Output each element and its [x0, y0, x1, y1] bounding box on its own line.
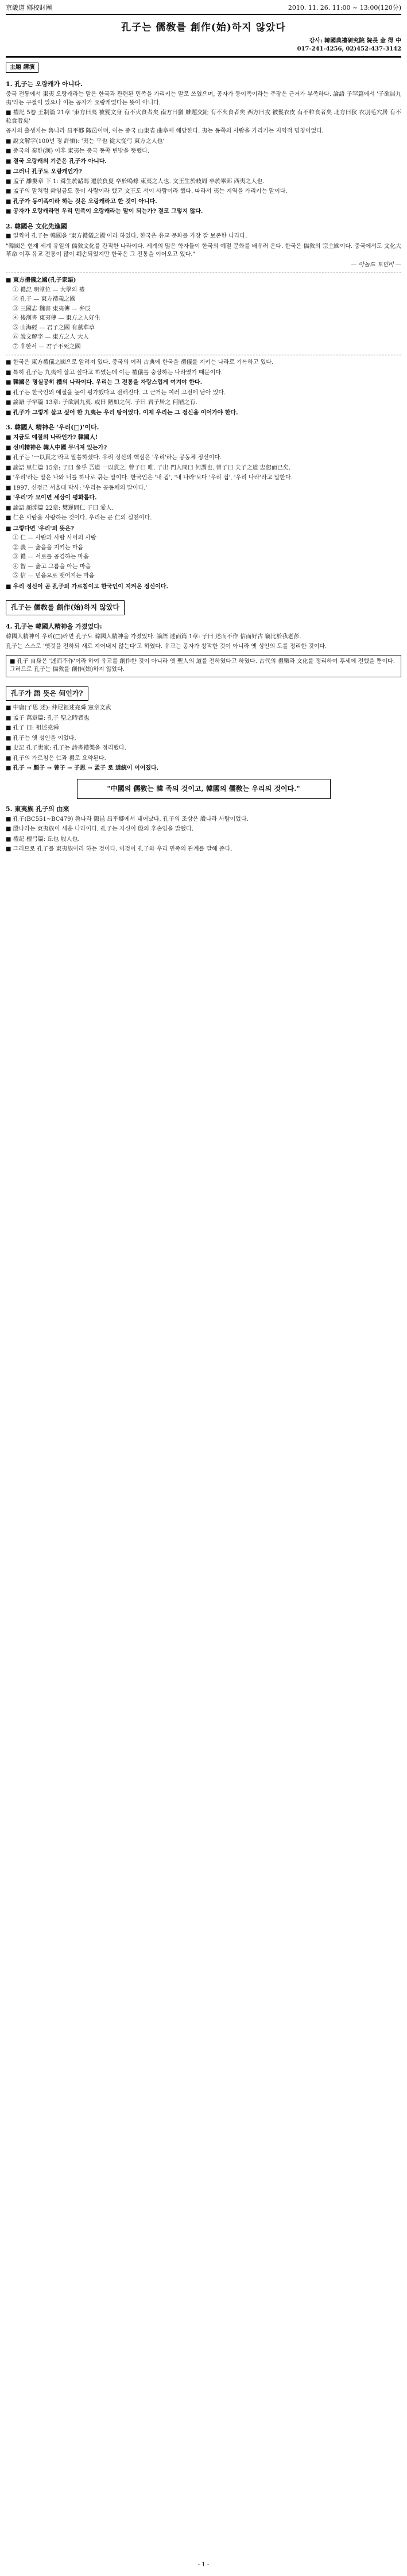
header-date: 2010. 11. 26. 11:00 ~ 13:00(120分)	[288, 4, 401, 11]
section-3-para: ■ 論語 里仁篇 15章: 子曰 參乎 吾道 一以貫之. 曾子曰 唯. 子出 門人問曰 何謂也. 曾子曰 夫子之道 忠恕而已矣.	[6, 464, 290, 471]
section-4b-item: ■ 孟子 萬章篇: 孔子 聖之時者也	[6, 715, 90, 721]
presenter-line: 강사: 韓國典禮硏究院 院長 金 得 中	[309, 37, 401, 44]
header-bar	[6, 3, 401, 15]
section-2-para2: ■ 韓國은 명실공히 禮의 나라이다. 우리는 그 전통을 자랑스럽게 여겨야 한다.	[6, 379, 203, 386]
section-3-para: ■ 仁은 사람을 사랑하는 것이다. 우리는 곧 仁의 실천이다.	[6, 515, 152, 522]
section-5-para: ■ 그러므로 孔子를 東夷族이라 하는 것이다. 이것이 孔子와 우리 민족의 관계를 말해 준다.	[6, 846, 232, 853]
section-1-para: ■ 중국의 秦한(漢) 이후 東夷는 중국 동쪽 변방을 뜻했다.	[6, 148, 150, 155]
section-1-para: 중국 전통에서 東夷 오랑캐라는 말은 한국과 관련된 민족을 가리키는 말로 쓰였으며, 공자가 동이족이라는 주장은 근거가 부족하다. 論語 子罕篇에서 '子欲居九夷'라는 구절이 있으나 이는 공자가 오랑캐였다는 뜻이 아니다.	[6, 91, 401, 106]
section-3-para: ■ 선비精神은 韓人中國 무너져 있는가?	[6, 444, 107, 451]
section-4-box: ■ 孔子 自身은 '述而不作'이라 하여 유교를 創作한 것이 아니라 옛 聖人의 道를 전하였다고 하였다. 古代의 禮樂과 文化를 정리하여 후세에 전했을 뿐이다. 그러므로 孔子는 儒敎를 創作(始)하지 않았다.	[6, 655, 401, 677]
section-2-author: — 아놀드 토인비 —	[351, 261, 401, 268]
title-block	[6, 21, 401, 35]
section-4	[6, 622, 401, 677]
section-1-para: 공자의 출생지는 魯나라 昌平鄕 陬邑이며, 이는 중국 山東省 曲阜에 해당한다. 夷는 동쪽의 사람을 가리키는 지역적 명칭이었다.	[6, 128, 324, 135]
section-2	[6, 222, 401, 418]
section-2-list	[13, 286, 401, 352]
list-item: ④ 智 — 옳고 그름을 아는 마음	[13, 563, 91, 570]
section-1-para2: ■ 孟子 離婁章 下 1: 舜生於諸馮 遷於負夏 卒於鳴條 東夷之人也. 文王生於岐周 卒於畢郢 西夷之人也.	[6, 178, 265, 185]
section-2-para: "韓國은 현재 세계 유일의 儒敎文化를 간직한 나라이다. 세계의 많은 학자들이 한국의 예절 문화를 배우러 온다. 한국은 儒敎의 宗主國이다. 중국에서도 文化大革命 이후 유교 전통이 많이 훼손되었지만 한국은 그 전통을 이어오고 있다."	[6, 243, 401, 258]
section-4-para: 韓國人精神이 우리(□)라면 孔子도 韓國人精神을 가졌었다. 論語 述而篇 1章: 子曰 述而不作 信而好古 竊比於我老彭.	[6, 633, 301, 640]
list-item: ② 孔子 — 東方禮義之國	[13, 296, 76, 303]
section-3-para: ■ '우리'가 모이면 세상이 평화롭다.	[6, 495, 97, 502]
page-title: 孔子는 儒敎를 創作(始)하지 않았다	[121, 21, 286, 33]
section-2-para2: ■ 孔子는 한국인의 예절을 높이 평가했다고 전해진다. 그 근거는 여러 고전에 남아 있다.	[6, 389, 226, 396]
callout-box-2: 孔子가 語 뜻은 何인가?	[6, 686, 88, 701]
title-divider	[6, 56, 401, 58]
section-2-para: ■ 일찍이 孔子는 韓國을 '東方禮儀之國'이라 하였다. 한국은 유교 문화를 가장 잘 보존한 나라다.	[6, 233, 247, 240]
section-5-title: 5. 東夷族 孔子의 由來	[6, 805, 69, 813]
section-4b-item: ■ 史記 孔子世家: 孔子는 詩書禮樂을 정리했다.	[6, 745, 126, 752]
section-3-para: ■ 孔子는 '一以貫之'라고 말씀하셨다. 우리 정신의 핵심은 '우리'라는 공동체 정신이다.	[6, 455, 222, 461]
section-5-para: ■ 殷나라는 東夷族이 세운 나라이다. 孔子는 자신이 殷의 후손임을 밝혔다.	[6, 826, 193, 833]
list-item: ⑦ 후한서 — 君子不死之國	[13, 343, 81, 350]
section-1-para: ■ 禮記 5卷 王制篇 21章 '東方曰夷 被髮文身 有不火食者矣 南方曰蠻 雕題交趾 有不火食者矣 西方曰戎 被髮衣皮 有不粒食者矣 北方曰狄 衣羽毛穴居 有不粒食者矣'	[6, 110, 401, 125]
list-item: ① 禮記 明堂位 — 大學의 禮	[13, 286, 85, 293]
section-3-title: 3. 韓國人 精神은 '우리(□)'이다.	[6, 424, 99, 432]
section-3-para: ■ 지금도 예절의 나라인가? 韓國人!	[6, 434, 98, 441]
header-org: 京畿道 鄕校財團	[6, 4, 52, 11]
section-2-para2: ■ 孔子가 그렇게 살고 싶어 한 九夷는 우리 땅이었다. 이제 우리는 그 정신을 이어가야 한다.	[6, 409, 238, 416]
section-2-para2: ■ 특히 孔子는 九夷에 살고 싶다고 하였는데 이는 禮儀를 숭상하는 나라였기 때문이다.	[6, 369, 223, 376]
section-3-list-title: ■ 그렇다면 '우리'의 뜻은?	[6, 525, 74, 532]
section-4b-item: ■ 孔子의 가르침은 仁과 禮로 요약된다.	[6, 755, 106, 762]
intro-label: 主題 講演	[6, 63, 38, 73]
list-item: ⑤ 信 — 믿음으로 맺어지는 마음	[13, 573, 95, 580]
section-4b-item: ■ 孔子는 옛 성인을 이었다.	[6, 735, 76, 742]
quote-box: "中國의 儒敎는 韓 족의 것이고, 韓國의 儒敎는 우리의 것이다."	[77, 779, 331, 799]
section-5-para: ■ 孔子(BC551~BC479) 魯나라 陬邑 昌平鄕에서 태어났다. 孔子의 조상은 殷나라 사람이었다.	[6, 816, 249, 823]
section-3-closing: ■ 우리 정신이 곧 孔子의 가르침이고 한국인이 지켜온 정신이다.	[6, 583, 168, 590]
section-1	[6, 80, 401, 216]
section-4b-item: ■ 中庸(子思 述): 仲尼祖述堯舜 憲章文武	[6, 705, 111, 712]
callout-box: 孔子는 儒敎를 創作(始)하지 않았다	[6, 600, 125, 615]
section-1-para: ■ 說文解字(100년 경 許愼): '夷는 平也 從大從弓 東方之人也'	[6, 138, 165, 145]
section-1-para2: ■ 孟子의 말처럼 舜임금도 동이 사람이라 했고 文王도 서이 사람이라 했다. 따라서 夷는 지역을 가리키는 말이다.	[6, 188, 288, 195]
list-item: ④ 後漢書 東夷傳 — 東方之人好生	[13, 315, 100, 322]
contact-line: 017-241-4256, 02)452-437-3142	[297, 46, 401, 53]
section-1-para2: ■ 孔子가 동이족이라 하는 것은 오랑캐라고 한 것이 아니다.	[6, 198, 157, 205]
section-2-para2: ■ 論語 子罕篇 13章: 子欲居九夷. 或曰 陋如之何. 子曰 君子居之 何陋之有.	[6, 399, 197, 406]
section-1-para2: ■ 공자가 오랑캐라면 우리 민족이 오랑캐라는 말이 되는가? 결코 그렇지 않다.	[6, 208, 203, 215]
section-3-para: ■ 1997. 신정근 서울대 박사: '우리는 공동체의 말이다.'	[6, 484, 148, 491]
section-3	[6, 423, 401, 591]
section-4-title: 4. 孔子는 韓國人精神을 가졌었다:	[6, 622, 102, 630]
list-item: ③ 三國志 魏書 東夷傳 — 弁辰	[13, 305, 91, 312]
section-1-title: 1. 孔子는 오랑캐가 아니다.	[6, 80, 83, 88]
list-item: ② 義 — 옳음을 지키는 마음	[13, 544, 84, 551]
section-5	[6, 805, 401, 854]
list-item: ⑤ 山海經 — 君子之國 有薰華草	[13, 324, 95, 331]
section-2-title: 2. 韓國은 文化先進國	[6, 222, 67, 230]
section-1-para: ■ 결국 오랑캐의 기준은 孔子가 아니다.	[6, 158, 107, 165]
page-number: - 1 -	[197, 2561, 210, 2568]
section-2-para2: ■ 한국은 東方禮儀之國으로 알려져 있다. 중국의 여러 古典에 한국을 禮儀를 지키는 나라로 기록하고 있다.	[6, 359, 274, 366]
section-4b-item: ■ 孔子 → 顏子 → 曾子 → 子思 → 孟子 로 道統이 이어졌다.	[6, 765, 159, 772]
section-3-para: ■ '우리'라는 말은 나와 너를 하나로 묶는 말이다. 한국인은 '내 집', '내 나라'보다 '우리 집', '우리 나라'라고 말한다.	[6, 475, 293, 482]
section-5-para: ■ 禮記 檀弓篇: 丘也 殷人也.	[6, 836, 80, 843]
list-item: ⑥ 說文解字 — 東方之人 大人	[13, 334, 89, 341]
section-1-subtitle: ■ 그러니 孔子도 오랑캐인가?	[6, 169, 82, 176]
section-3-list	[13, 534, 401, 581]
section-4b	[6, 704, 401, 773]
section-4-para: 孔子는 스스로 '옛것을 전하되 새로 지어내지 않는다'고 하였다. 유교는 공자가 창작한 것이 아니라 옛 성인의 도를 정리한 것이다.	[6, 643, 327, 650]
list-item: ① 仁 — 사람과 사람 사이의 사랑	[13, 535, 96, 542]
section-4b-item: ■ 孔子 曰: 祖述堯舜	[6, 725, 59, 732]
document-page	[6, 0, 401, 2573]
list-item: ③ 禮 — 서로를 공경하는 마음	[13, 554, 89, 561]
section-3-para: ■ 論語 顔淵篇 22章: 樊遲問仁 子曰 愛人.	[6, 505, 114, 511]
section-2-list-title: ■ 東方禮儀之國(孔子家語)	[6, 277, 76, 284]
